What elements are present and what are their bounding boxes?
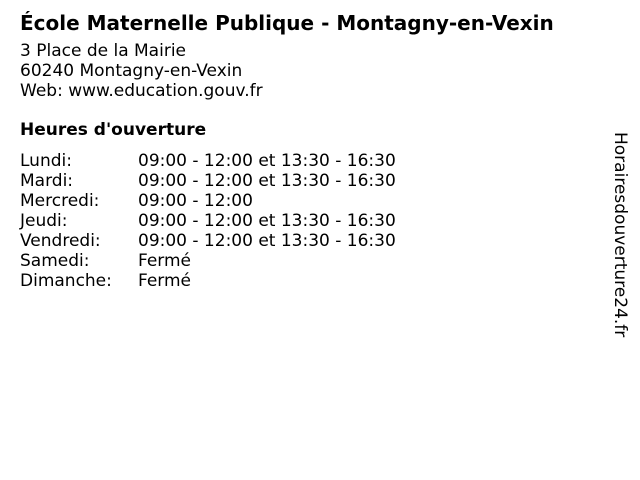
hours-row-tuesday bbox=[20, 171, 600, 191]
hours-time: 09:00 - 12:00 et 13:30 - 16:30 bbox=[138, 211, 396, 231]
hours-day: Jeudi: bbox=[20, 211, 68, 231]
hours-time: Fermé bbox=[138, 271, 192, 291]
address-block bbox=[20, 41, 600, 101]
hours-day: Lundi: bbox=[20, 151, 72, 171]
hours-time: Fermé bbox=[138, 251, 192, 271]
hours-time: 09:00 - 12:00 et 13:30 - 16:30 bbox=[138, 151, 396, 171]
hours-day: Mercredi: bbox=[20, 191, 100, 211]
school-title: École Maternelle Publique - Montagny-en-Vexin bbox=[20, 11, 554, 35]
hours-day: Dimanche: bbox=[20, 271, 112, 291]
school-card bbox=[20, 10, 600, 291]
hours-day: Vendredi: bbox=[20, 231, 101, 251]
hours-row-thursday bbox=[20, 211, 600, 231]
hours-table bbox=[20, 151, 600, 291]
hours-time: 09:00 - 12:00 et 13:30 - 16:30 bbox=[138, 231, 396, 251]
address-city: 60240 Montagny-en-Vexin bbox=[20, 61, 243, 81]
hours-heading: Heures d'ouverture bbox=[20, 120, 207, 140]
hours-day: Mardi: bbox=[20, 171, 74, 191]
hours-row-sunday bbox=[20, 271, 600, 291]
watermark-text: Horairesdouverture24.fr bbox=[610, 132, 630, 338]
watermark bbox=[600, 132, 640, 372]
address-street: 3 Place de la Mairie bbox=[20, 41, 186, 61]
hours-row-monday bbox=[20, 151, 600, 171]
hours-day: Samedi: bbox=[20, 251, 90, 271]
hours-row-saturday bbox=[20, 251, 600, 271]
hours-row-wednesday bbox=[20, 191, 600, 211]
hours-time: 09:00 - 12:00 bbox=[138, 191, 253, 211]
hours-time: 09:00 - 12:00 et 13:30 - 16:30 bbox=[138, 171, 396, 191]
hours-row-friday bbox=[20, 231, 600, 251]
website-link[interactable]: Web: www.education.gouv.fr bbox=[20, 81, 263, 101]
